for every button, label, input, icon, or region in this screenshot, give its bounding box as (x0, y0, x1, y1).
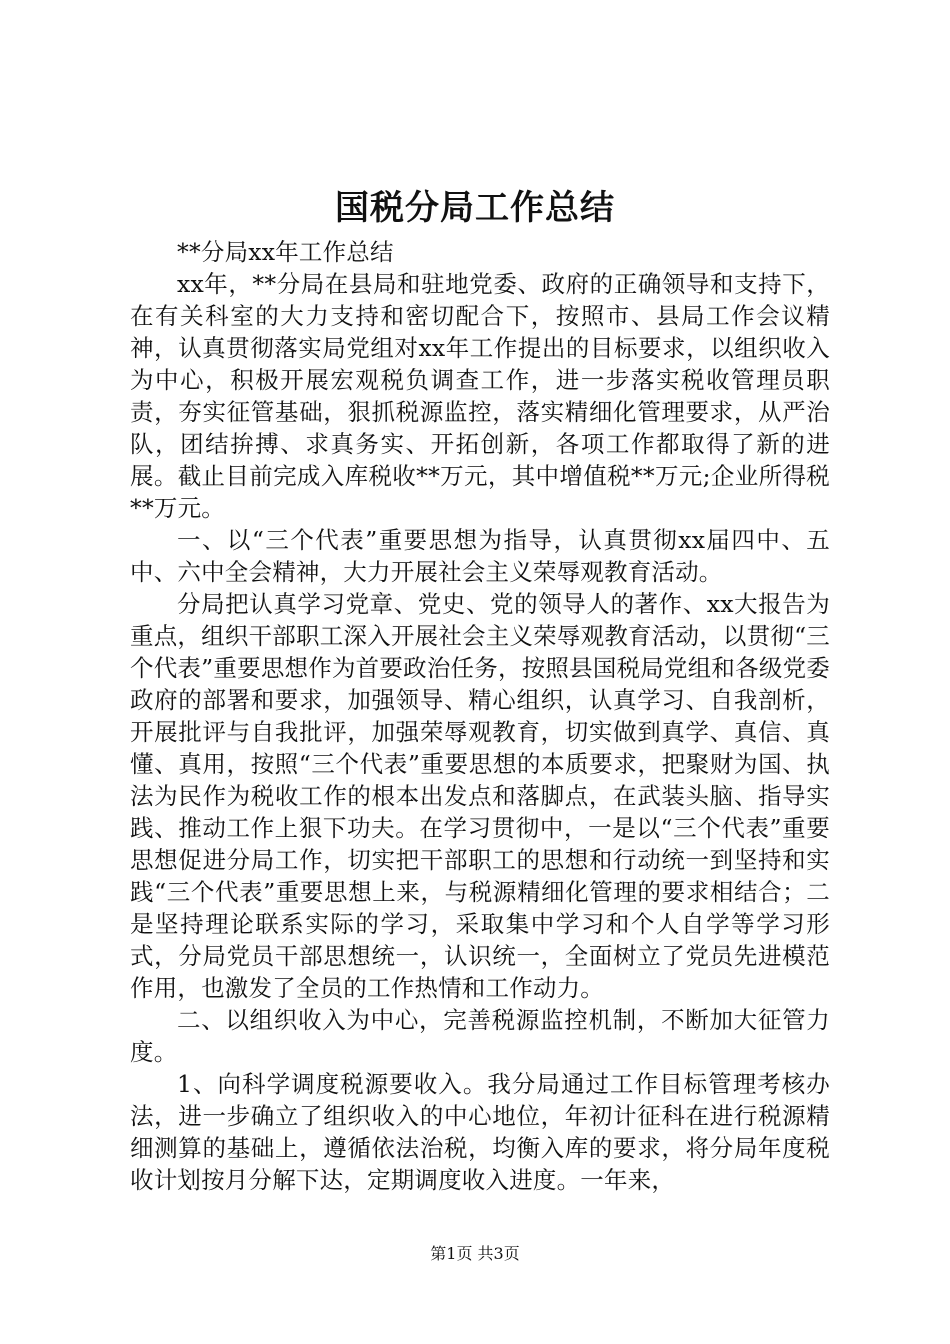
document-title: 国税分局工作总结 (335, 188, 615, 228)
paragraph-section-2-item-1: 1、向科学调度税源要收入。我分局通过工作目标管理考核办法，进一步确立了组织收入的中心地位，年初计征科在进行税源精细测算的基础上，遵循依法治税，均衡入库的要求，将分局年度税收计划按月分解下达，定期调度收入进度。一年来， (130, 1070, 830, 1194)
paragraph-section-1-body: 分局把认真学习党章、党史、党的领导人的著作、xx大报告为重点，组织干部职工深入开展社会主义荣辱观教育活动，以贯彻“三个代表”重要思想作为首要政治任务，按照县国税局党组和各级党委政府的部署和要求，加强领导、精心组织，认真学习、自我剖析，开展批评与自我批评，加强荣辱观教育，切实做到真学、真信、真懂、真用，按照“三个代表”重要思想的本质要求，把聚财为国、执法为民作为税收工作的根本出发点和落脚点，在武装头脑、指导实践、推动工作上狠下功夫。在学习贯彻中，一是以“三个代表”重要思想促进分局工作，切实把干部职工的思想和行动统一到坚持和实践“三个代表”重要思想上来，与税源精细化管理的要求相结合；二是坚持理论联系实际的学习，采取集中学习和个人自学等学习形式，分局党员干部思想统一，认识统一，全面树立了党员先进模范作用，也激发了全员的工作热情和工作动力。 (130, 590, 830, 1002)
page-footer: 第1页 共3页 (430, 1244, 520, 1263)
document-body (130, 236, 830, 1196)
paragraph-section-1-heading: 一、以“三个代表”重要思想为指导，认真贯彻xx届四中、五中、六中全会精神，大力开展社会主义荣辱观教育活动。 (130, 526, 830, 586)
paragraph-intro: xx年，**分局在县局和驻地党委、政府的正确领导和支持下，在有关科室的大力支持和密切配合下，按照市、县局工作会议精神，认真贯彻落实局党组对xx年工作提出的目标要求，以组织收入为中心，积极开展宏观税负调查工作，进一步落实税收管理员职责，夯实征管基础，狠抓税源监控，落实精细化管理要求，从严治队，团结拚搏、求真务实、开拓创新，各项工作都取得了新的进展。截止目前完成入库税收**万元，其中增值税**万元;企业所得税**万元。 (130, 270, 830, 522)
paragraph-section-2-heading: 二、以组织收入为中心，完善税源监控机制，不断加大征管力度。 (130, 1006, 830, 1066)
paragraph-subtitle: **分局xx年工作总结 (177, 238, 394, 266)
